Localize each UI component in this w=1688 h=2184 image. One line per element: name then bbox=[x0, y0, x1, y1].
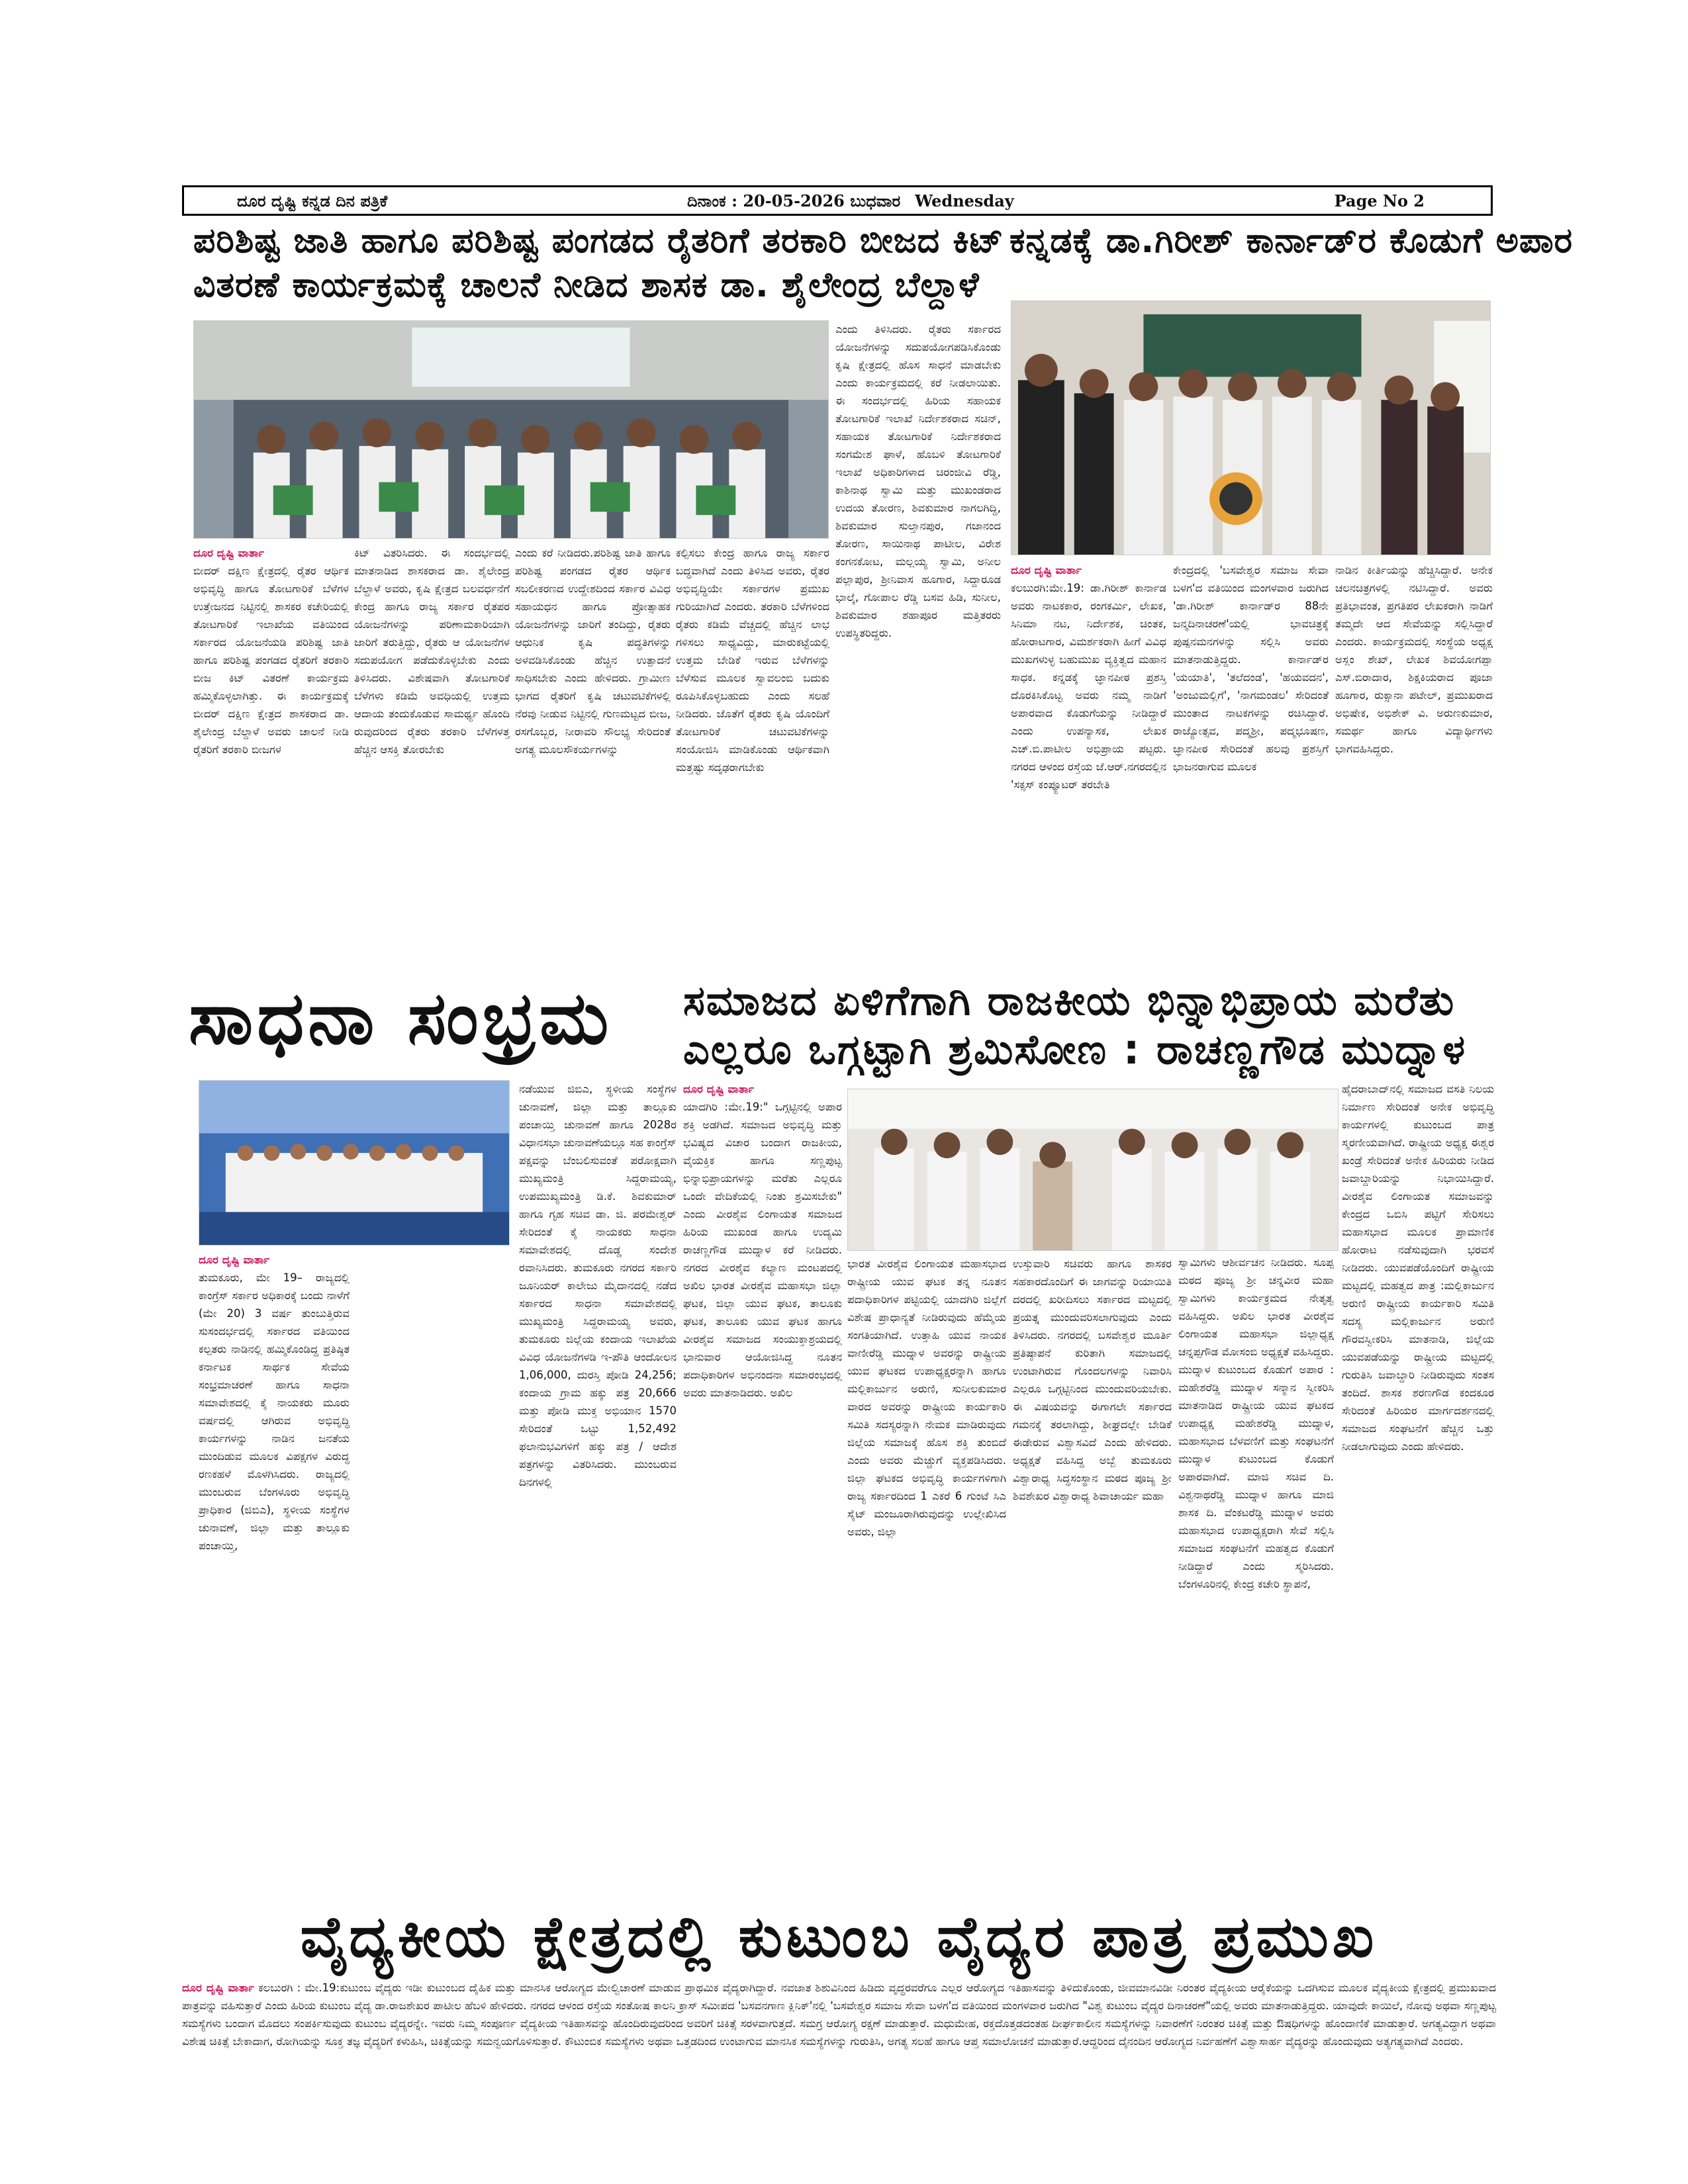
article4-column-4: ಸ್ವಾಮಿಗಳು ಆಶೀರ್ವಚನ ನೀಡಿದರು. ಸೂಪ್ಪ ಮಠದ ಪೂಜ್ಯ ಶ್ರೀ ಚನ್ನವೀರ ಮಹಾ ಸ್ವಾಮಿಗಳು ಕಾರ್ಯಕ್ರಮದ ನೇತೃತ್ವ ವಹಿಸಿದ್ದರು. ಅಖಿಲ ಭಾರತ ವೀರಶೈವ ಲಿಂಗಾಯತ ಮಹಾಸಭಾ ಜಿಲ್ಲಾಧ್ಯಕ್ಷ ಚನ್ನಪ್ಪಗೌಡ ಮೋಸಂಬಿ ಅಧ್ಯಕ್ಷತೆ ವಹಿಸಿದ್ದರು. ಮುದ್ನಾಳ ಕುಟುಂಬದ ಕೊಡುಗೆ ಅಪಾರ : ಮಹೇಶರೆಡ್ಡಿ ಮುದ್ನಾಳ ಸನ್ಮಾನ ಸ್ವೀಕರಿಸಿ ಮಾತನಾಡಿದ ರಾಷ್ಟ್ರೀಯ ಯುವ ಘಟಕದ ಉಪಾಧ್ಯಕ್ಷ ಮಹೇಶರೆಡ್ಡಿ ಮುದ್ನಾಳ, ಮಹಾಸಭಾದ ಬೆಳವಣಿಗೆ ಮತ್ತು ಸಂಘಟನೆಗೆ ಮುದ್ನಾಳ ಕುಟುಂಬದ ಕೊಡುಗೆ ಅಪಾರವಾಗಿದೆ. ಮಾಜಿ ಸಚಿವ ದಿ. ವಿಶ್ವನಾಥರೆಡ್ಡಿ ಮುದ್ನಾಳ ಹಾಗೂ ಮಾಜಿ ಶಾಸಕ ದಿ. ವೆಂಕಟರೆಡ್ಡಿ ಮುದ್ನಾಳ ಅವರು ಮಹಾಸಭಾದ ಉಪಾಧ್ಯಕ್ಷರಾಗಿ ಸೇವೆ ಸಲ್ಲಿಸಿ ಸಮಾಜದ ಸಂಘಟನೆಗೆ ಮಹತ್ವದ ಕೊಡುಗೆ ನೀಡಿದ್ದಾರೆ ಎಂದು ಸ್ಮರಿಸಿದರು. ಬೆಂಗಳೂರಿನಲ್ಲಿ ಕೇಂದ್ರ ಕಚೇರಿ ಸ್ಥಾಪನೆ, bbox=[1178, 1256, 1334, 1590]
article1-column-4: ಕಲ್ಪಿಸಲು ಕೇಂದ್ರ ಹಾಗೂ ರಾಜ್ಯ ಸರ್ಕಾರ ಬದ್ಧವಾಗಿದೆ ಎಂದು ತಿಳಿಸಿದ ಅವರು, ರೈತರ ಅಭಿವೃದ್ಧಿಯೇ ಸರ್ಕಾರಗಳ ಪ್ರಮುಖ ಗುರಿಯಾಗಿದೆ ಎಂದರು. ತರಕಾರಿ ಬೆಳೆಗಳಿಂದ ರೈತರು ಕಡಿಮೆ ವೆಚ್ಚದಲ್ಲಿ ಹೆಚ್ಚಿನ ಲಾಭ ಗಳಿಸಲು ಸಾಧ್ಯವಿದ್ದು, ಮಾರುಕಟ್ಟೆಯಲ್ಲಿ ಉತ್ತಮ ಬೇಡಿಕೆ ಇರುವ ಬೆಳೆಗಳನ್ನು ಬೆಳೆಸುವ ಮೂಲಕ ಸ್ವಾವಲಂಬಿ ಬದುಕು ರೂಪಿಸಿಕೊಳ್ಳಬಹುದು ಎಂದು ಸಲಹೆ ನೀಡಿದರು. ಜೊತೆಗೆ ರೈತರು ಕೃಷಿ ಯೊಂದಿಗೆ ತೋಟಗಾರಿಕೆ ಚಟುವಟಿಕೆಗಳನ್ನು ಸಂಯೋಜಿಸಿ ಮಾಡಿಕೊಂಡು ಆರ್ಥಿಕವಾಗಿ ಮತ್ತಷ್ಟು ಸದೃಢರಾಗಬೇಕು bbox=[676, 547, 829, 774]
article3-photo bbox=[199, 1080, 510, 1246]
article1-column-3: ಎಂದು ಕರೆ ನೀಡಿದರು.ಪರಿಶಿಷ್ಟ ಜಾತಿ ಹಾಗೂ ಪರಿಶಿಷ್ಟ ಪಂಗಡದ ರೈತರ ಆರ್ಥಿಕ ಸಬಲೀಕರಣದ ಉದ್ದೇಶದಿಂದ ಸರ್ಕಾರ ವಿವಿಧ ಸಹಾಯಧನ ಹಾಗೂ ಪ್ರೋತ್ಸಾಹಕ ಯೋಜನೆಗಳನ್ನು ಜಾರಿಗೆ ತಂದಿದ್ದು, ರೈತರು ಆಧುನಿಕ ಕೃಷಿ ಪದ್ಧತಿಗಳನ್ನು ಅಳವಡಿಸಿಕೊಂಡು ಹೆಚ್ಚಿನ ಉತ್ಪಾದನೆ ಸಾಧಿಸಬೇಕು ಎಂದು ಹೇಳಿದರು. ಗ್ರಾಮೀಣ ಭಾಗದ ರೈತರಿಗೆ ಕೃಷಿ ಚಟುವಟಿಕೆಗಳಲ್ಲಿ ನೆರವು ನೀಡುವ ನಿಟ್ಟಿನಲ್ಲಿ ಗುಣಮಟ್ಟದ ಬೀಜ, ರಸಗೊಬ್ಬರ, ನೀರಾವರಿ ಸೌಲಭ್ಯ ಸೇರಿದಂತೆ ಅಗತ್ಯ ಮೂಲಸೌಕರ್ಯಗಳನ್ನು bbox=[515, 547, 671, 756]
issue-date: ದಿನಾಂಕ : 20-05-2026 ಬುಧವಾರ Wednesday bbox=[687, 191, 1014, 210]
article4-headline-line2: ಎಲ್ಲರೂ ಒಗ್ಗಟ್ಟಾಗಿ ಶ್ರಮಿಸೋಣ : ರಾಚಣ್ಣಗೌಡ ಮುದ್ನಾಳ bbox=[683, 1025, 1467, 1073]
article1-headline-line1: ಪರಿಶಿಷ್ಟ ಜಾತಿ ಹಾಗೂ ಪರಿಶಿಷ್ಟ ಪಂಗಡದ ರೈತರಿಗೆ ತರಕಾರಿ ಬೀಜದ ಕಿಟ್ bbox=[193, 221, 1004, 261]
paper-name: ದೂರ ದೃಷ್ಟಿ ಕನ್ನಡ ದಿನ ಪತ್ರಿಕೆ bbox=[237, 191, 388, 210]
article4-column-5: ಹೈದರಾಬಾದ್‌ನಲ್ಲಿ ಸಮಾಜದ ವಸತಿ ನಿಲಯ ನಿರ್ಮಾಣ ಸೇರಿದಂತೆ ಅನೇಕ ಅಭಿವೃದ್ಧಿ ಕಾರ್ಯಗಳಲ್ಲಿ ಕುಟುಂಬದ ಪಾತ್ರ ಸ್ಮರಣೀಯವಾಗಿದೆ. ರಾಷ್ಟ್ರೀಯ ಅಧ್ಯಕ್ಷ ಈಶ್ವರ ಖಂಡ್ರೆ ಸೇರಿದಂತೆ ಅನೇಕ ಹಿರಿಯರು ನೀಡಿದ ಜವಾಬ್ದಾರಿಯನ್ನು ನಿಭಾಯಿಸಿದ್ದಾರೆ. ವೀರಶೈವ ಲಿಂಗಾಯತ ಸಮಾಜವನ್ನು ಕೇಂದ್ರದ ಒಬಿಸಿ ಪಟ್ಟಿಗೆ ಸೇರಿಸಲು ಮಹಾಸಭಾದ ಮೂಲಕ ಪ್ರಾಮಾಣಿಕ ಹೋರಾಟ ನಡೆಸುವುದಾಗಿ ಭರವಸೆ ನೀಡಿದರು. ಯುವಪಡೆಯೊಂದಿಗೆ ರಾಷ್ಟ್ರೀಯ ಮಟ್ಟದಲ್ಲಿ ಮಹತ್ವದ ಪಾತ್ರ :ಮಲ್ಲಿಕಾರ್ಜುನ ಅರುಣಿ ರಾಷ್ಟ್ರೀಯ ಕಾರ್ಯಕಾರಿ ಸಮಿತಿ ಸದಸ್ಯ ಮಲ್ಲಿಕಾರ್ಜುನ ಅರುಣಿ ಗೌರವಸ್ವೀಕರಿಸಿ ಮಾತನಾಡಿ, ಜಿಲ್ಲೆಯ ಯುವಪಡೆಯನ್ನು ರಾಷ್ಟ್ರೀಯ ಮಟ್ಟದಲ್ಲಿ ಗುರುತಿಸಿ ಜವಾಬ್ದಾರಿ ನೀಡಿರುವುದು ಸಂತಸ ತಂದಿದೆ. ಶಾಸಕ ಶರಣಗೌಡ ಕಂದಕೂರ ಸೇರಿದಂತೆ ಹಿರಿಯರ ಮಾರ್ಗದರ್ಶನದಲ್ಲಿ ಸಮಾಜದ ಸಂಘಟನೆಗೆ ಹೆಚ್ಚಿನ ಒತ್ತು ನೀಡಲಾಗುವುದು ಎಂದು ಹೇಳಿದರು. bbox=[1342, 1083, 1494, 1453]
article1-headline-line2: ವಿತರಣೆ ಕಾರ್ಯಕ್ರಮಕ್ಕೆ ಚಾಲನೆ ನೀಡಿದ ಶಾಸಕ ಡಾ. ಶೈಲೇಂದ್ರ ಬೆಲ್ದಾಳೆ bbox=[193, 265, 980, 305]
page-number: Page No 2 bbox=[1334, 191, 1425, 210]
article3-column-2: ನಡೆಯುವ ಜಿಬಿಎ, ಸ್ಥಳೀಯ ಸಂಸ್ಥೆಗಳ ಚುನಾವಣೆ, ಜಿಲ್ಲಾ ಮತ್ತು ತಾಲ್ಲೂಕು ಪಂಚಾಯ್ತಿ ಚುನಾವಣೆ ಹಾಗೂ 2028ರ ವಿಧಾನಸಭಾ ಚುನಾವಣೆಯಲ್ಲೂ ಸಹ ಕಾಂಗ್ರೆಸ್ ಪಕ್ಷವನ್ನು ಬೆಂಬಲಿಸುವಂತೆ ಪರೋಕ್ಷವಾಗಿ ಮುಖ್ಯಮಂತ್ರಿ ಸಿದ್ದರಾಮಯ್ಯ, ಉಪಮುಖ್ಯಮಂತ್ರಿ ಡಿ.ಕೆ. ಶಿವಕುಮಾರ್ ಹಾಗೂ ಗೃಹ ಸಚಿವ ಡಾ. ಜಿ. ಪರಮೇಶ್ವರ್ ಸೇರಿದಂತೆ ಕೈ ನಾಯಕರು ಸಾಧನಾ ಸಮಾವೇಶದಲ್ಲಿ ದೊಡ್ಡ ಸಂದೇಶ ರವಾನಿಸಿದರು. ತುಮಕೂರು ನಗರದ ಸರ್ಕಾರಿ ಜೂನಿಯರ್ ಕಾಲೇಜು ಮೈದಾನದಲ್ಲಿ ನಡೆದ ಸರ್ಕಾರದ ಸಾಧನಾ ಸಮಾವೇಶದಲ್ಲಿ ಮುಖ್ಯಮಂತ್ರಿ ಸಿದ್ದರಾಮಯ್ಯ ಅವರು, ತುಮಕೂರು ಜಿಲ್ಲೆಯ ಕಂದಾಯ ಇಲಾಖೆಯ ವಿವಿಧ ಯೋಜನೆಗಳಡಿ ಇ-ಪೌತಿ ಆಂದೋಲನ 1,06,000, ದುರಸ್ತಿ ಪೋಡಿ 24,256; ಕಂದಾಯ ಗ್ರಾಮ ಹಕ್ಕು ಪತ್ರ 20,666 ಮತ್ತು ಪೋಡಿ ಮುಕ್ತ ಅಭಿಯಾನ 1570 ಸೇರಿದಂತೆ ಒಟ್ಟು 1,52,492 ಫಲಾನುಭವಿಗಳಿಗೆ ಹಕ್ಕು ಪತ್ರ / ಆದೇಶ ಪತ್ರಗಳನ್ನು ವಿತರಿಸಿದರು. ಮುಂಬರುವ ದಿನಗಳಲ್ಲಿ bbox=[519, 1083, 677, 1488]
article2-column-2: ಕೇಂದ್ರದಲ್ಲಿ 'ಬಸವೇಶ್ವರ ಸಮಾಜ ಸೇವಾ ಬಳಗ'ದ ವತಿಯಿಂದ ಮಂಗಳವಾರ ಜರುಗಿದ 'ಡಾ.ಗಿರೀಶ್ ಕಾರ್ನಾಡ್‌ರ 88ನೇ ಜನ್ಮದಿನಾಚರಣೆ'ಯಲ್ಲಿ ಭಾವಚಿತ್ರಕ್ಕೆ ಪುಷ್ಪನಮನಗಳನ್ನು ಸಲ್ಲಿಸಿ ಅವರು ಮಾತನಾಡುತ್ತಿದ್ದರು. ಕಾರ್ನಾಡ್‌ರ 'ಯಯಾತಿ', 'ತಲೆದಂಡ', 'ಹಯವದನ', 'ಅಂಜುಮಲ್ಲಿಗೆ', 'ನಾಗಮಂಡಲ' ಸೇರಿದಂತೆ ಮುಂತಾದ ನಾಟಕಗಳನ್ನು ರಚಿಸಿದ್ದಾರೆ. ರಾಜ್ಯೋತ್ಸವ, ಪದ್ಮಶ್ರೀ, ಪದ್ಮಭೂಷಣ, ಜ್ಞಾನಪೀಠ ಸೇರಿದಂತೆ ಹಲವು ಪ್ರಶಸ್ತಿಗೆ ಭಾಜನರಾಗುವ ಮೂಲಕ bbox=[1173, 564, 1329, 773]
article2-headline: ಕನ್ನಡಕ್ಕೆ ಡಾ.ಗಿರೀಶ್ ಕಾರ್ನಾಡ್‌ರ ಕೊಡುಗೆ ಅಪಾರ bbox=[1009, 221, 1573, 261]
article4-headline-line1: ಸಮಾಜದ ಏಳಿಗೆಗಾಗಿ ರಾಜಕೀಯ ಭಿನ್ನಾಭಿಪ್ರಾಯ ಮರೆತು bbox=[683, 976, 1456, 1024]
article3-column-1: ದೂರ ದೃಷ್ಟಿ ವಾರ್ತಾ ತುಮಕೂರು, ಮೇ 19– ರಾಜ್ಯದಲ್ಲಿ ಕಾಂಗ್ರೆಸ್ ಸರ್ಕಾರ ಅಧಿಕಾರಕ್ಕೆ ಬಂದು ನಾಳೆಗೆ (ಮೇ 20) 3 ವರ್ಷ ತುಂಬುತ್ತಿರುವ ಸುಸಂದರ್ಭದಲ್ಲಿ ಸರ್ಕಾರದ ವತಿಯಿಂದ ಕಲ್ಪತರು ನಾಡಿನಲ್ಲಿ ಹಮ್ಮಿಕೊಂಡಿದ್ದ ಪ್ರತಿಷ್ಠಿತ ಕರ್ನಾಟಕ ಸಾರ್ಥಕ ಸೇವೆಯ ಸಂಭ್ರಮಾಚರಣೆ ಹಾಗೂ ಸಾಧನಾ ಸಮಾವೇಶದಲ್ಲಿ ಕೈ ನಾಯಕರು ಮೂರು ವರ್ಷದಲ್ಲಿ ಆಗಿರುವ ಅಭಿವೃದ್ಧಿ ಕಾರ್ಯಗಳನ್ನು ನಾಡಿನ ಜನತೆಯ ಮುಂದಿಡುವ ಮೂಲಕ ವಿಪಕ್ಷಗಳ ವಿರುದ್ಧ ರಣಕಹಳೆ ಮೊಳಗಿಸಿದರು. ರಾಜ್ಯದಲ್ಲಿ ಮುಂಬರುವ ಬೆಂಗಳೂರು ಅಭಿವೃದ್ಧಿ ಪ್ರಾಧಿಕಾರ (ಜಿಬಿಎ), ಸ್ಥಳೀಯ ಸಂಸ್ಥೆಗಳ ಚುನಾವಣೆ, ಜಿಲ್ಲಾ ಮತ್ತು ತಾಲ್ಲೂಕು ಪಂಚಾಯ್ತಿ, bbox=[199, 1253, 350, 1552]
article3-headline: ಸಾಧನಾ ಸಂಭ್ರಮ bbox=[189, 976, 613, 1060]
page-header bbox=[182, 185, 1493, 216]
article5-headline: ವೈದ್ಯಕೀಯ ಕ್ಷೇತ್ರದಲ್ಲಿ ಕುಟುಂಬ ವೈದ್ಯರ ಪಾತ್ರ ಪ್ರಮುಖ bbox=[300, 1904, 1378, 1970]
article2-photo bbox=[1011, 300, 1491, 555]
article1-byline: ದೂರ ದೃಷ್ಟಿ ವಾರ್ತಾ bbox=[193, 547, 264, 559]
article3-byline: ದೂರ ದೃಷ್ಟಿ ವಾರ್ತಾ bbox=[199, 1253, 269, 1266]
article1-column-1: ದೂರ ದೃಷ್ಟಿ ವಾರ್ತಾ ಬೀದರ್ ದಕ್ಷಿಣ ಕ್ಷೇತ್ರದಲ್ಲಿ ರೈತರ ಆರ್ಥಿಕ ಅಭಿವೃದ್ಧಿ ಹಾಗೂ ತೋಟಗಾರಿಕೆ ಬೆಳೆಗಳ ಉತ್ತೇಜನದ ನಿಟ್ಟಿನಲ್ಲಿ ಶಾಸಕರ ಕಚೇರಿಯಲ್ಲಿ ತೋಟಗಾರಿಕೆ ಇಲಾಖೆಯ ವತಿಯಿಂದ ಸರ್ಕಾರದ ಯೋಜನೆಯಡಿ ಪರಿಶಿಷ್ಟ ಜಾತಿ ಹಾಗೂ ಪರಿಶಿಷ್ಟ ಪಂಗಡದ ರೈತರಿಗೆ ತರಕಾರಿ ಬೀಜ ಕಿಟ್ ವಿತರಣೆ ಕಾರ್ಯಕ್ರಮ ಹಮ್ಮಿಕೊಳ್ಳಲಾಗಿತ್ತು. ಈ ಕಾರ್ಯಕ್ರಮಕ್ಕೆ ಬೀದರ್ ದಕ್ಷಿಣ ಕ್ಷೇತ್ರದ ಶಾಸಕರಾದ ಡಾ. ಶೈಲೇಂದ್ರ ಬೆಲ್ದಾಳೆ ಅವರು ಚಾಲನೆ ನೀಡಿ ರೈತರಿಗೆ ತರಕಾರಿ ಬೀಜಗಳ bbox=[193, 547, 349, 756]
article1-photo bbox=[193, 320, 829, 539]
article2-column-3: ನಾಡಿನ ಕೀರ್ತಿಯನ್ನು ಹೆಚ್ಚಿಸಿದ್ದಾರೆ. ಅನೇಕ ಚಲನಚಿತ್ರಗಳಲ್ಲಿ ನಟಿಸಿದ್ದಾರೆ. ಅವರು ಪ್ರತಿಭಾವಂತ, ಪ್ರಗತಿಪರ ಲೇಖಕರಾಗಿ ನಾಡಿಗೆ ತಮ್ಮದೇ ಆದ ಸೇವೆಯನ್ನು ಸಲ್ಲಿಸಿದ್ದಾರೆ ಎಂದರು. ಕಾರ್ಯಕ್ರಮದಲ್ಲಿ ಸಂಸ್ಥೆಯ ಅಧ್ಯಕ್ಷ ಅಸ್ಲಂ ಶೇಖ್, ಲೇಖಕ ಶಿವಯೋಗಪ್ಪಾ ಎಸ್.ಬಿರಾದಾರ, ಶಿಕ್ಷಕಿಯರಾದ ಪೂಜಾ ಹೂಗಾರ, ರುಕ್ಸಾನಾ ಪಟೇಲ್, ಪ್ರಮುಖರಾದ ಅಭಿಷೇಕ, ಅಭಿಶೇಕ್ ವಿ. ಅರುಣಕುಮಾರ, ಸಮರ್ಥ ಹಾಗೂ ವಿದ್ಯಾರ್ಥಿಗಳು ಭಾಗವಹಿಸಿದ್ದರು. bbox=[1335, 564, 1493, 755]
article5-body: ದೂರ ದೃಷ್ಟಿ ವಾರ್ತಾ ಕಲಬುರಗಿ : ಮೇ.19:ಕುಟುಂಬ ವೈದ್ಯರು ಇಡೀ ಕುಟುಂಬದ ದೈಹಿಕ ಮತ್ತು ಮಾನಸಿಕ ಆರೋಗ್ಯದ ಮೇಲ್ವಿಚಾರಣೆ ಮಾಡುವ ಪ್ರಾಥಮಿಕ ವೈದ್ಯರಾಗಿದ್ದಾರೆ. ನವಜಾತ ಶಿಶುವಿನಿಂದ ಹಿಡಿದು ವೃದ್ಧರವರೆಗೂ ಎಲ್ಲರ ಆರೋಗ್ಯದ ಇತಿಹಾಸವನ್ನು ತಿಳಿದುಕೊಂಡು, ಜೀವಮಾನವಿಡೀ ನಿರಂತರ ವೈದ್ಯಕೀಯ ಆರೈಕೆಯನ್ನು ಒದಗಿಸುವ ಮೂಲಕ ವೈದ್ಯಕೀಯ ಕ್ಷೇತ್ರದಲ್ಲಿ ಪ್ರಮುಖವಾದ ಪಾತ್ರವನ್ನು ವಹಿಸುತ್ತಾರೆ ಎಂದು ಹಿರಿಯ ಕುಟುಂಬ ವೈದ್ಯ ಡಾ.ರಾಜಶೇಖರ ಪಾಟೀಲ ಹೆಬಳಿ ಹೇಳಿದರು. ನಗರದ ಆಳಂದ ರಸ್ತೆಯ ಸಂತೋಷ ಕಾಲನಿ ಕ್ರಾಸ್ ಸಮೀಪದ 'ಬಸವನಗಾಣ ಕ್ಲಿನಿಕ್'ನಲ್ಲಿ 'ಬಸವೇಶ್ವರ ಸಮಾಜ ಸೇವಾ ಬಳಗ'ದ ವತಿಯಿಂದ ಮಂಗಳವಾರ ಜರುಗಿದ "ವಿಶ್ವ ಕುಟುಂಬ ವೈದ್ಯರ ದಿನಾಚರಣೆ"ಯಲ್ಲಿ ಅವರು ಮಾತನಾಡುತ್ತಿದ್ದರು. ಯಾವುದೇ ಕಾಯಿಲೆ, ನೋವು ಅಥವಾ ಸಣ್ಣಪುಟ್ಟ ಸಮಸ್ಯೆಗಳು ಬಂದಾಗ ಮೊದಲು ಸಂಪರ್ಕಿಸುವುದು ಕುಟುಂಬ ವೈದ್ಯರನ್ನೇ. ಇವರು ನಿಮ್ಮ ಸಂಪೂರ್ಣ ವೈದ್ಯಕೀಯ ಇತಿಹಾಸವನ್ನು ಹೊಂದಿರುವುದರಿಂದ ಅವರಿಗೆ ಚಿಕಿತ್ಸೆ ಸರಳವಾಗುತ್ತದೆ. ಸಮಗ್ರ ಆರೋಗ್ಯ ರಕ್ಷಣೆ ಮಾಡುತ್ತಾರೆ. ಮಧುಮೇಹ, ರಕ್ತದೊತ್ತಡದಂತಹ ದೀರ್ಘಕಾಲೀನ ಸಮಸ್ಯೆಗಳನ್ನು ನಿವಾರಣೆಗೆ ನಿರಂತರ ಚಿಕಿತ್ಸೆ ಮತ್ತು ಔಷಧಿಗಳನ್ನು ಹೊಂದಾಣಿಕೆ ಮಾಡುತ್ತಾರೆ. ಅಗತ್ಯವಿದ್ದಾಗ ಅಥವಾ ವಿಶೇಷ ಚಿಕಿತ್ಸೆ ಬೇಕಾದಾಗ, ರೋಗಿಯನ್ನು ಸೂಕ್ತ ತಜ್ಞ ವೈದ್ಯರಿಗೆ ಕಳುಹಿಸಿ, ಚಿಕಿತ್ಸೆಯನ್ನು ಸಮನ್ವಯಗೊಳಿಸುತ್ತಾರೆ. ಕೌಟುಂಬಿಕ ಸಮಸ್ಯೆಗಳು ಅಥವಾ ಒತ್ತಡದಿಂದ ಉಂಟಾಗುವ ಮಾನಸಿಕ ಸಮಸ್ಯೆಗಳನ್ನು ಗುರುತಿಸಿ, ಅಗತ್ಯ ಸಲಹೆ ಹಾಗೂ ಆಪ್ತ ಸಮಾಲೋಚನೆ ಮಾಡುತ್ತಾರೆ.ಆದ್ದರಿಂದ ದೈನಂದಿನ ಆರೋಗ್ಯದ ನಿರ್ವಹಣೆಗೆ ವಿಶ್ವಾಸಾರ್ಹ ವೈದ್ಯರನ್ನು ಹೊಂದುವುದು ಅತ್ಯಗತ್ಯವಾಗಿದೆ ಎಂದರು. bbox=[182, 1981, 1497, 2048]
article1-column-2: ಕಿಟ್ ವಿತರಿಸಿದರು. ಈ ಸಂದರ್ಭದಲ್ಲಿ ಮಾತನಾಡಿದ ಶಾಸಕರಾದ ಡಾ. ಶೈಲೇಂದ್ರ ಬೆಲ್ದಾಳೆ ಅವರು, ಕೃಷಿ ಕ್ಷೇತ್ರದ ಬಲವರ್ಧನೆಗೆ ಕೇಂದ್ರ ಹಾಗೂ ರಾಜ್ಯ ಸರ್ಕಾರ ರೈತಪರ ಯೋಜನೆಗಳನ್ನು ಪರಿಣಾಮಕಾರಿಯಾಗಿ ಜಾರಿಗೆ ತರುತ್ತಿದ್ದು, ರೈತರು ಆ ಯೋಜನೆಗಳ ಸದುಪಯೋಗ ಪಡೆದುಕೊಳ್ಳಬೇಕು ಎಂದು ತಿಳಿಸಿದರು. ವಿಶೇಷವಾಗಿ ತೋಟಗಾರಿಕೆ ಬೆಳೆಗಳು ಕಡಿಮೆ ಅವಧಿಯಲ್ಲಿ ಉತ್ತಮ ಆದಾಯ ತಂದುಕೊಡುವ ಸಾಮರ್ಥ್ಯ ಹೊಂದಿ ರುವುದರಿಂದ ರೈತರು ತರಕಾರಿ ಬೆಳೆಗಳತ್ತ ಹೆಚ್ಚಿನ ಆಸಕ್ತಿ ತೋರಬೇಕು bbox=[354, 547, 510, 756]
article4-column-2: ಭಾರತ ವೀರಶೈವ ಲಿಂಗಾಯತ ಮಹಾಸಭಾದ ರಾಷ್ಟ್ರೀಯ ಯುವ ಘಟಕ ತನ್ನ ನೂತನ ಪದಾಧಿಕಾರಿಗಳ ಪಟ್ಟಿಯಲ್ಲಿ ಯಾದಗಿರಿ ಜಿಲ್ಲೆಗೆ ವಿಶೇಷ ಪ್ರಾಧಾನ್ಯತೆ ನೀಡಿರುವುದು ಹೆಮ್ಮೆಯ ಸಂಗತಿಯಾಗಿದೆ. ಉತ್ತಾಹಿ ಯುವ ನಾಯಕ ವಾಣೀರೆಡ್ಡಿ ಮುದ್ನಾಳ ಅವರನ್ನು ರಾಷ್ಟ್ರೀಯ ಯುವ ಘಟಕದ ಉಪಾಧ್ಯಕ್ಷರನ್ನಾಗಿ ಹಾಗೂ ಮಲ್ಲಿಕಾರ್ಜುನ ಅರುಣಿ, ಸುನೀಲಕುಮಾರ ವಾರದ ಅವರನ್ನು ರಾಷ್ಟ್ರೀಯ ಕಾರ್ಯಕಾರಿ ಸಮಿತಿ ಸದಸ್ಯರನ್ನಾಗಿ ನೇಮಕ ಮಾಡಿರುವುದು ಜಿಲ್ಲೆಯ ಸಮಾಜಕ್ಕೆ ಹೊಸ ಶಕ್ತಿ ತುಂಬಿದೆ ಎಂದು ಅವರು ಮೆಚ್ಚುಗೆ ವ್ಯಕ್ತಪಡಿಸಿದರು. ಜಿಲ್ಲಾ ಘಟಕದ ಅಭಿವೃದ್ಧಿ ಕಾರ್ಯಗಳಿಗಾಗಿ ರಾಜ್ಯ ಸರ್ಕಾರದಿಂದ 1 ಎಕರೆ 6 ಗುಂಟೆ ಸಿಎ ಸೈಟ್ ಮಂಜೂರಾಗಿರುವುದನ್ನು ಉಲ್ಲೇಖಿಸಿದ ಅವರು, ಜಿಲ್ಲಾ bbox=[847, 1257, 1006, 1538]
article4-column-1: ದೂರ ದೃಷ್ಟಿ ವಾರ್ತಾ ಯಾದಗಿರಿ :ಮೇ.19:" ಒಗ್ಗಟ್ಟಿನಲ್ಲಿ ಅಪಾರ ಶಕ್ತಿ ಅಡಗಿದೆ. ಸಮಾಜದ ಅಭಿವೃದ್ಧಿ ಮತ್ತು ಭವಿಷ್ಯದ ವಿಚಾರ ಬಂದಾಗ ರಾಜಕೀಯ, ವೈಯಕ್ತಿಕ ಹಾಗೂ ಸಣ್ಣಪುಟ್ಟ ಭಿನ್ನಾಭಿಪ್ರಾಯಗಳನ್ನು ಮರೆತು ಎಲ್ಲರೂ ಒಂದೇ ವೇದಿಕೆಯಲ್ಲಿ ನಿಂತು ಶ್ರಮಿಸಬೇಕು" ಎಂದು ವೀರಶೈವ ಲಿಂಗಾಯತ ಸಮಾಜದ ಹಿರಿಯ ಮುಖಂಡ ಹಾಗೂ ಉದ್ಯಮಿ ರಾಚಣ್ಣಗೌಡ ಮುದ್ನಾಳ ಕರೆ ನೀಡಿದರು. ನಗರದ ವೀರಶೈವ ಕಲ್ಯಾಣ ಮಂಟಪದಲ್ಲಿ ಅಖಿಲ ಭಾರತ ವೀರಶೈವ ಮಹಾಸಭಾ ಜಿಲ್ಲಾ ಘಟಕ, ಜಿಲ್ಲಾ ಯುವ ಘಟಕ, ತಾಲೂಕು ಘಟಕ, ತಾಲೂಕು ಯುವ ಘಟಕ ಹಾಗೂ ವೀರಶೈವ ಸಮಾಜದ ಸಂಯುಕ್ತಾಶ್ರಯದಲ್ಲಿ ಭಾನುವಾರ ಆಯೋಜಿಸಿದ್ದ ನೂತನ ಪದಾಧಿಕಾರಿಗಳ ಅಭಿನಂದನಾ ಸಮಾರಂಭದಲ್ಲಿ ಅವರು ಮಾತನಾಡಿದರು. ಅಖಿಲ bbox=[683, 1083, 842, 1399]
article4-byline: ದೂರ ದೃಷ್ಟಿ ವಾರ್ತಾ bbox=[683, 1083, 754, 1095]
article2-column-1: ದೂರ ದೃಷ್ಟಿ ವಾರ್ತಾ ಕಲಬುರಗಿ:ಮೇ.19: ಡಾ.ಗಿರೀಶ್ ಕಾರ್ನಾಡ ಅವರು ನಾಟಕಕಾರ, ರಂಗಕರ್ಮಿ, ಲೇಖಕ, ಸಿನಿಮಾ ನಟ, ನಿರ್ದೇಶಕ, ಚಿಂತಕ, ಹೋರಾಟಗಾರ, ವಿಮರ್ಶಕರಾಗಿ ಹೀಗೆ ವಿವಿಧ ಮುಖಗಳುಳ್ಳ ಬಹುಮುಖ ವ್ಯಕ್ತಿತ್ವದ ಮಹಾನ ಸಾಧಕ. ಕನ್ನಡಕ್ಕೆ ಜ್ಞಾನಪೀಠ ಪ್ರಶಸ್ತಿ ದೊರಕಿಸಿಕೊಟ್ಟ ಅವರು ನಮ್ಮ ನಾಡಿಗೆ ಅಪಾರವಾದ ಕೊಡುಗೆಯನ್ನು ನೀಡಿದ್ದಾರೆ ಎಂದು ಉಪನ್ಯಾಸಕ, ಲೇಖಕ ಎಚ್.ಬಿ.ಪಾಟೀಲ ಅಭಿಪ್ರಾಯ ಪಟ್ಟರು. ನಗರದ ಆಳಂದ ರಸ್ತೆಯ ಜೆ.ಆರ್.ನಗರದಲ್ಲಿನ 'ಸಕ್ಸಸ್ ಕಂಪ್ಯೂಟರ್ ತರಬೇತಿ bbox=[1011, 564, 1166, 791]
article5-byline: ದೂರ ದೃಷ್ಟಿ ವಾರ್ತಾ bbox=[182, 1981, 254, 1994]
article2-byline: ದೂರ ದೃಷ್ಟಿ ವಾರ್ತಾ bbox=[1011, 564, 1082, 576]
article4-column-3: ಉಸ್ತುವಾರಿ ಸಚಿವರು ಹಾಗೂ ಶಾಸಕರ ಸಹಕಾರದೊಂದಿಗೆ ಈ ಜಾಗವನ್ನು ರಿಯಾಯಿತಿ ದರದಲ್ಲಿ ಖರೀದಿಸಲು ಸರ್ಕಾರದ ಮಟ್ಟದಲ್ಲಿ ಪ್ರಯತ್ನ ಮುಂದುವರಿಸಲಾಗುವುದು ಎಂದು ತಿಳಿಸಿದರು. ನಗರದಲ್ಲಿ ಬಸವೇಶ್ವರ ಮೂರ್ತಿ ಪ್ರತಿಷ್ಠಾಪನೆ ಕುರಿತಾಗಿ ಸಮಾಜದಲ್ಲಿ ಉಂಟಾಗಿರುವ ಗೊಂದಲಗಳನ್ನು ನಿವಾರಿಸಿ ಎಲ್ಲರೂ ಒಗ್ಗಟ್ಟಿನಿಂದ ಮುಂದುವರಿಯಬೇಕು. ಈ ವಿಷಯವನ್ನು ಈಗಾಗಲೇ ಸರ್ಕಾರದ ಗಮನಕ್ಕೆ ತರಲಾಗಿದ್ದು, ಶೀಘ್ರದಲ್ಲೇ ಬೇಡಿಕೆ ಈಡೇರುವ ವಿಶ್ವಾಸವಿದೆ ಎಂದು ಹೇಳಿದರು. ಅಧ್ಯಕ್ಷತೆ ವಹಿಸಿದ್ದ ಅಬ್ಬೆ ತುಮಕೂರು ವಿಶ್ವಾರಾಧ್ಯ ಸಿದ್ಧಸಂಸ್ಥಾನ ಮಠದ ಪೂಜ್ಯ ಶ್ರೀ ಶಿವಶೇಖರ ವಿಶ್ವಾರಾಧ್ಯ ಶಿವಾಚಾರ್ಯ ಮಹಾ bbox=[1013, 1257, 1172, 1502]
article1-column-5: ಎಂದು ತಿಳಿಸಿದರು. ರೈತರು ಸರ್ಕಾರದ ಯೋಜನೆಗಳನ್ನು ಸದುಪಯೋಗಪಡಿಸಿಕೊಂಡು ಕೃಷಿ ಕ್ಷೇತ್ರದಲ್ಲಿ ಹೊಸ ಸಾಧನೆ ಮಾಡಬೇಕು ಎಂದು ಕಾರ್ಯಕ್ರಮದಲ್ಲಿ ಕರೆ ನೀಡಲಾಯಿತು. ಈ ಸಂದರ್ಭದಲ್ಲಿ ಹಿರಿಯ ಸಹಾಯಕ ತೋಟಗಾರಿಕೆ ಇಲಾಖೆ ನಿರ್ದೇಶಕರಾದ ಸಚಿನ್, ಸಹಾಯಕ ತೋಟಗಾರಿಕೆ ನಿರ್ದೇಶಕರಾದ ಸಂಗಮೇಶ ಘಾಳೆ, ಹೊಬಳಿ ತೋಟಗಾರಿಕೆ ಇಲಾಖೆ ಅಧಿಕಾರಿಗಳಾದ ಚಿರಂಜೀವಿ ರೆಡ್ಡಿ, ಕಾಶಿನಾಥ ಸ್ವಾಮಿ ಮತ್ತು ಮುಖಂಡರಾದ ಉದಯ ತೋರಣ, ಶಿವಕುಮಾರ ನಾಗಲಗಿದ್ದಿ, ಶಿವಕುಮಾರ ಸುಲ್ತಾನಪುರ, ಗಜಾನಂದ ತೋರಣ, ಸಾಯಿನಾಥ ಪಾಟೀಲ, ವಿರೇಶ ಕಂಗನಕೋಟ, ಮಲ್ಲಯ್ಯ ಸ್ವಾಮಿ, ಅನೀಲ ಪಲ್ಲಾಪುರ, ಶ್ರೀನಿವಾಸ ಹೂಗಾರ, ಸಿದ್ದಾರೂಡ ಭಾಲ್ಕೆ, ಗೋಪಾಲ ರೆಡ್ಡಿ ಬಸವ ಹಿಡಿ, ಸುನೀಲ, ಶಿವಕುಮಾರ ಶಹಾಪೂರ ಮತ್ತಿತರರು ಉಪಸ್ಥಿತರಿದ್ದರು. bbox=[835, 323, 1001, 639]
